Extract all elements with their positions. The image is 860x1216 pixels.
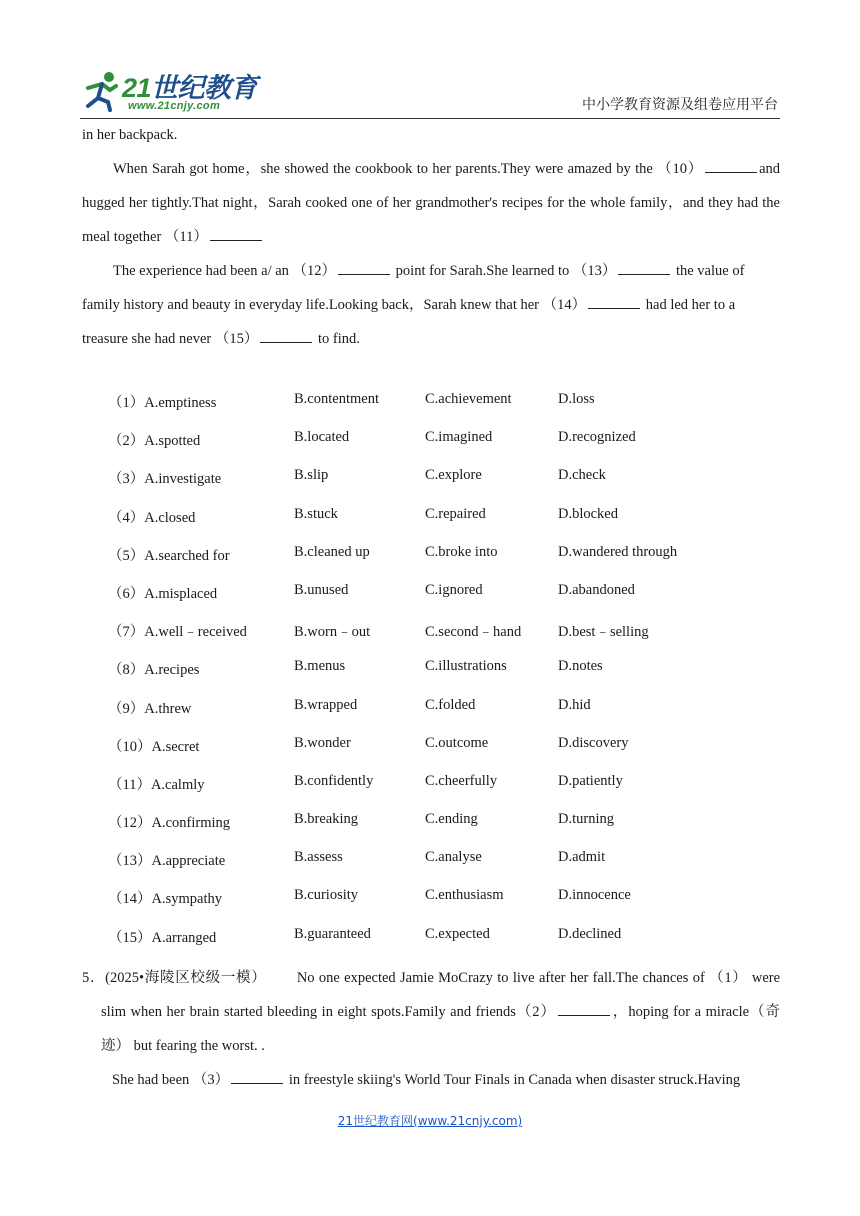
- option-c[interactable]: C.second﹣hand: [425, 624, 522, 641]
- option-a[interactable]: （5）A.searched for: [108, 547, 230, 564]
- question-5: [82, 961, 780, 1097]
- answer-blank[interactable]: [705, 160, 757, 173]
- option-c[interactable]: C.cheerfully: [425, 772, 498, 789]
- question-5-paragraph-2: [82, 1063, 780, 1097]
- option-b[interactable]: B.wonder: [294, 734, 351, 751]
- passage-paragraph-1: [82, 152, 780, 254]
- option-b[interactable]: B.confidently: [294, 772, 374, 789]
- option-a[interactable]: （3）A.investigate: [108, 471, 222, 488]
- option-d[interactable]: D.recognized: [558, 429, 636, 446]
- passage: [82, 118, 780, 356]
- options-list: [108, 391, 768, 964]
- option-a[interactable]: （1）A.emptiness: [108, 395, 217, 411]
- option-row: [108, 467, 768, 505]
- option-c[interactable]: C.outcome: [425, 734, 489, 751]
- runner-logo-icon: [80, 70, 124, 112]
- option-a[interactable]: （10）A.secret: [108, 738, 200, 755]
- option-row: [108, 391, 768, 429]
- passage-text: point for Sarah.She learned to （13）: [392, 263, 617, 279]
- passage-text: When Sarah got home，she showed the cookbook to her parents.They were amazed by the （10）: [113, 161, 704, 177]
- option-c[interactable]: C.ignored: [425, 581, 483, 598]
- footer-link[interactable]: 21世纪教育网(www.21cnjy.com): [337, 1114, 523, 1128]
- page-header: [80, 64, 780, 120]
- answer-blank[interactable]: [588, 296, 640, 309]
- option-c[interactable]: C.achievement: [425, 391, 512, 407]
- option-d[interactable]: D.loss: [558, 391, 595, 407]
- passage-text: to find.: [314, 331, 360, 347]
- option-d[interactable]: D.patiently: [558, 772, 623, 789]
- option-b[interactable]: B.assess: [294, 849, 343, 866]
- option-c[interactable]: C.repaired: [425, 505, 486, 522]
- answer-blank[interactable]: [338, 262, 390, 275]
- option-c[interactable]: C.broke into: [425, 543, 498, 560]
- question-text: in freestyle skiing's World Tour Finals in Canada when disaster struck.Having: [285, 1072, 741, 1088]
- option-a[interactable]: （2）A.spotted: [108, 433, 201, 450]
- option-row: [108, 735, 768, 773]
- option-row: [108, 658, 768, 696]
- answer-blank[interactable]: [618, 262, 670, 275]
- option-c[interactable]: C.ending: [425, 811, 478, 828]
- passage-text: had led her to a treasure she had never （15）: [82, 297, 736, 347]
- question-5-paragraph-1: [82, 961, 780, 1063]
- option-b[interactable]: B.guaranteed: [294, 925, 371, 942]
- option-row: [108, 506, 768, 544]
- logo-digits: 21: [122, 73, 152, 103]
- option-d[interactable]: D.notes: [558, 658, 603, 675]
- option-d[interactable]: D.wandered through: [558, 543, 678, 560]
- logo: [80, 66, 260, 116]
- question-text: She had been （3）: [112, 1072, 230, 1088]
- option-row: [108, 926, 768, 964]
- answer-blank[interactable]: [210, 228, 262, 241]
- option-b[interactable]: B.unused: [294, 581, 349, 598]
- logo-text: 世纪教育: [151, 73, 258, 103]
- option-row: [108, 429, 768, 467]
- passage-text: and hugged her tightly.That night，Sarah cooked one of her grandmother's recipes for the whole family，and they had the meal together （11）: [82, 161, 780, 245]
- option-c[interactable]: C.folded: [425, 696, 476, 713]
- option-row: [108, 849, 768, 887]
- passage-line-0: in her backpack.: [82, 127, 178, 143]
- passage-text: the value of family history and beauty in everyday life.Looking back，Sarah knew that her （14）: [82, 263, 745, 313]
- option-a[interactable]: （8）A.recipes: [108, 662, 200, 679]
- option-d[interactable]: D.best﹣selling: [558, 624, 649, 641]
- option-b[interactable]: B.slip: [294, 467, 329, 484]
- answer-blank[interactable]: [260, 330, 312, 343]
- option-row: [108, 887, 768, 925]
- logo-url: www.21cnjy.com: [128, 100, 221, 112]
- option-d[interactable]: D.discovery: [558, 734, 629, 751]
- option-d[interactable]: D.turning: [558, 811, 614, 828]
- option-row: [108, 620, 768, 658]
- option-a[interactable]: （14）A.sympathy: [108, 891, 222, 908]
- option-c[interactable]: C.analyse: [425, 849, 482, 866]
- question-text: No one expected Jamie MoCrazy to live after her fall.The chances of （1） were slim when her brain started bleeding in eight spots.Family and friends（2）: [101, 970, 781, 1020]
- option-b[interactable]: B.curiosity: [294, 887, 359, 904]
- option-row: [108, 544, 768, 582]
- option-d[interactable]: D.admit: [558, 849, 606, 866]
- option-d[interactable]: D.abandoned: [558, 581, 635, 598]
- option-a[interactable]: （6）A.misplaced: [108, 585, 218, 602]
- option-row: [108, 697, 768, 735]
- option-c[interactable]: C.explore: [425, 467, 482, 484]
- option-d[interactable]: D.check: [558, 467, 606, 484]
- option-c[interactable]: C.imagined: [425, 429, 493, 446]
- option-a[interactable]: （13）A.appreciate: [108, 853, 226, 870]
- option-b[interactable]: B.located: [294, 429, 350, 446]
- option-row: [108, 773, 768, 811]
- option-c[interactable]: C.illustrations: [425, 658, 507, 675]
- question-label: 5．(2025•海陵区校级一模）: [82, 970, 267, 986]
- option-a[interactable]: （7）A.well﹣received: [108, 624, 247, 641]
- option-b[interactable]: B.breaking: [294, 811, 359, 828]
- option-a[interactable]: （9）A.threw: [108, 700, 192, 717]
- option-a[interactable]: （12）A.confirming: [108, 815, 231, 832]
- option-d[interactable]: D.innocence: [558, 887, 631, 904]
- option-row: [108, 811, 768, 849]
- answer-blank[interactable]: [558, 1003, 610, 1016]
- option-d[interactable]: D.blocked: [558, 505, 618, 522]
- option-a[interactable]: （11）A.calmly: [108, 776, 205, 793]
- platform-name: 中小学教育资源及组卷应用平台: [582, 97, 778, 113]
- option-b[interactable]: B.contentment: [294, 391, 379, 407]
- option-a[interactable]: （4）A.closed: [108, 509, 196, 526]
- option-d[interactable]: D.declined: [558, 925, 622, 942]
- question-text: ，hoping for a miracle（奇迹） but fearing the worst. .: [101, 1004, 780, 1054]
- option-row: [108, 582, 768, 620]
- option-c[interactable]: C.expected: [425, 925, 490, 942]
- option-b[interactable]: B.cleaned up: [294, 543, 370, 560]
- option-b[interactable]: B.worn﹣out: [294, 624, 371, 641]
- option-c[interactable]: C.enthusiasm: [425, 887, 504, 904]
- option-b[interactable]: B.stuck: [294, 505, 338, 522]
- option-b[interactable]: B.wrapped: [294, 696, 358, 713]
- option-d[interactable]: D.hid: [558, 696, 591, 713]
- option-a[interactable]: （15）A.arranged: [108, 929, 217, 946]
- option-b[interactable]: B.menus: [294, 658, 346, 675]
- passage-text: The experience had been a/ an （12）: [113, 263, 337, 279]
- passage-paragraph-2: [82, 254, 780, 356]
- answer-blank[interactable]: [231, 1071, 283, 1084]
